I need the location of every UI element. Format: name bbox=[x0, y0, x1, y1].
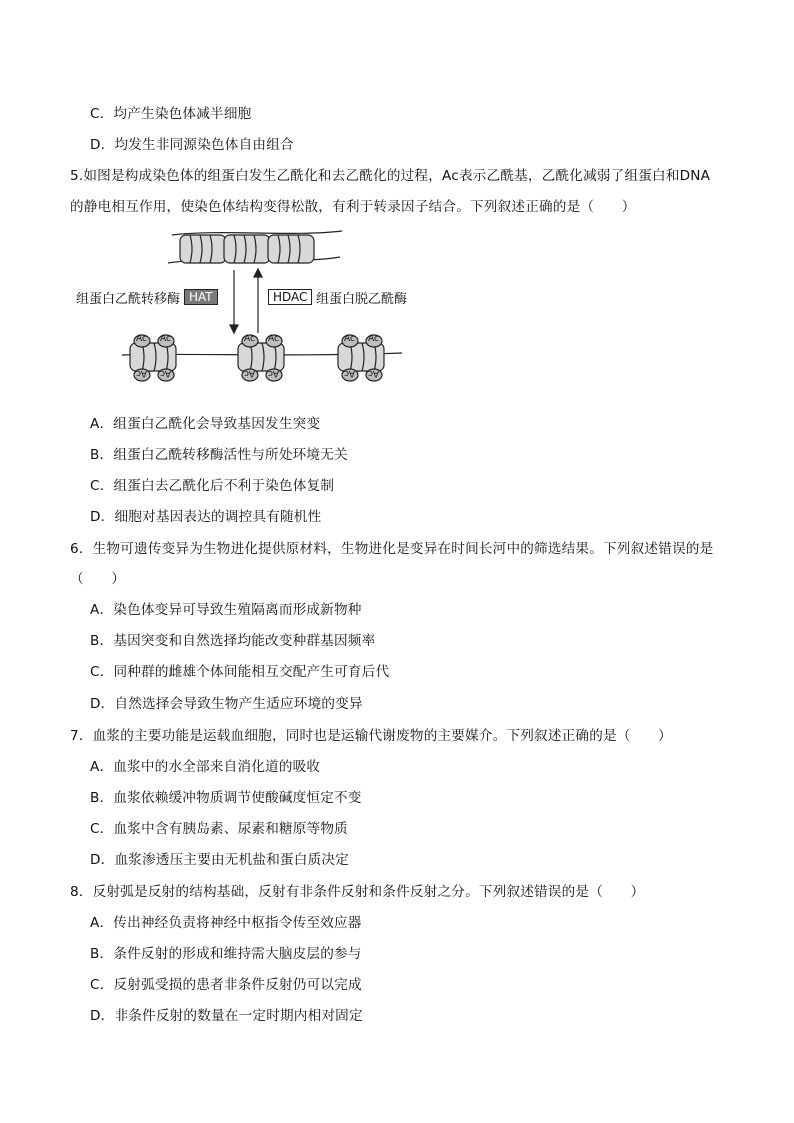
ac-tag: Ac bbox=[160, 334, 171, 344]
hdac-enzyme-label: 组蛋白脱乙酰酶 bbox=[316, 292, 408, 307]
q6-stem-line2: （ ） bbox=[70, 571, 126, 587]
q7-option-b: B．血浆依赖缓冲物质调节使酸碱度恒定不变 bbox=[90, 790, 362, 806]
q7-option-c: C．血浆中含有胰岛素、尿素和糖原等物质 bbox=[90, 821, 348, 837]
ac-tag: Ac bbox=[344, 368, 355, 378]
ac-tag: Ac bbox=[136, 368, 147, 378]
arrow-down bbox=[230, 270, 238, 333]
q5-option-b: B．组蛋白乙酰转移酶活性与所处环境无关 bbox=[90, 447, 348, 463]
ac-tag: Ac bbox=[244, 368, 255, 378]
q5-stem-line2: 的静电相互作用，使染色体结构变得松散，有利于转录因子结合。下列叙述正确的是（ ） bbox=[70, 199, 636, 215]
histone-acetylation-figure bbox=[72, 225, 492, 400]
q6-option-b: B．基因突变和自然选择均能改变种群基因频率 bbox=[90, 633, 376, 649]
q8-option-a: A．传出神经负责将神经中枢指令传至效应器 bbox=[90, 915, 362, 931]
ac-tag: Ac bbox=[344, 334, 355, 344]
ac-tag: Ac bbox=[160, 368, 171, 378]
q4-option-d: D．均发生非同源染色体自由组合 bbox=[90, 137, 294, 153]
q6-stem-line1: 6．生物可遗传变异为生物进化提供原材料，生物进化是变异在时间长河中的筛选结果。下列叙述错误的是 bbox=[70, 541, 714, 557]
q4-option-c: C．均产生染色体减半细胞 bbox=[90, 106, 252, 122]
ac-tag: Ac bbox=[244, 334, 255, 344]
hat-box: HAT bbox=[184, 289, 218, 305]
q6-option-a: A．染色体变异可导致生殖隔离而形成新物种 bbox=[90, 602, 362, 618]
q7-option-a: A．血浆中的水全部来自消化道的吸收 bbox=[90, 759, 321, 775]
ac-tag: Ac bbox=[368, 368, 379, 378]
q6-option-c: C．同种群的雌雄个体间能相互交配产生可育后代 bbox=[90, 664, 390, 680]
q6-option-d: D．自然选择会导致生物产生适应环境的变异 bbox=[90, 696, 363, 712]
hat-enzyme-label: 组蛋白乙酰转移酶 bbox=[76, 292, 181, 307]
hdac-box: HDAC bbox=[268, 289, 312, 305]
q5-stem-line1: 5.如图是构成染色体的组蛋白发生乙酰化和去乙酰化的过程，Ac表示乙酰基，乙酰化减弱了组蛋白和DNA bbox=[70, 168, 711, 184]
ac-tag: Ac bbox=[268, 334, 279, 344]
ac-tag: Ac bbox=[368, 334, 379, 344]
q5-option-d: D．细胞对基因表达的调控具有随机性 bbox=[90, 509, 322, 525]
q5-option-a: A．组蛋白乙酰化会导致基因发生突变 bbox=[90, 416, 321, 432]
q7-option-d: D．血浆渗透压主要由无机盐和蛋白质决定 bbox=[90, 852, 349, 868]
q8-option-b: B．条件反射的形成和维持需大脑皮层的参与 bbox=[90, 946, 362, 962]
q8-stem: 8．反射弧是反射的结构基础，反射有非条件反射和条件反射之分。下列叙述错误的是（ ） bbox=[70, 884, 645, 900]
q5-option-c: C．组蛋白去乙酰化后不利于染色体复制 bbox=[90, 478, 335, 494]
ac-tag: Ac bbox=[136, 334, 147, 344]
q7-stem: 7．血浆的主要功能是运载血细胞，同时也是运输代谢废物的主要媒介。下列叙述正确的是（ ） bbox=[70, 728, 672, 744]
condensed-chromatin bbox=[168, 231, 342, 263]
q8-option-d: D．非条件反射的数量在一定时期内相对固定 bbox=[90, 1008, 363, 1024]
q8-option-c: C．反射弧受损的患者非条件反射仍可以完成 bbox=[90, 977, 362, 993]
arrow-up bbox=[254, 269, 262, 333]
ac-tag: Ac bbox=[268, 368, 279, 378]
